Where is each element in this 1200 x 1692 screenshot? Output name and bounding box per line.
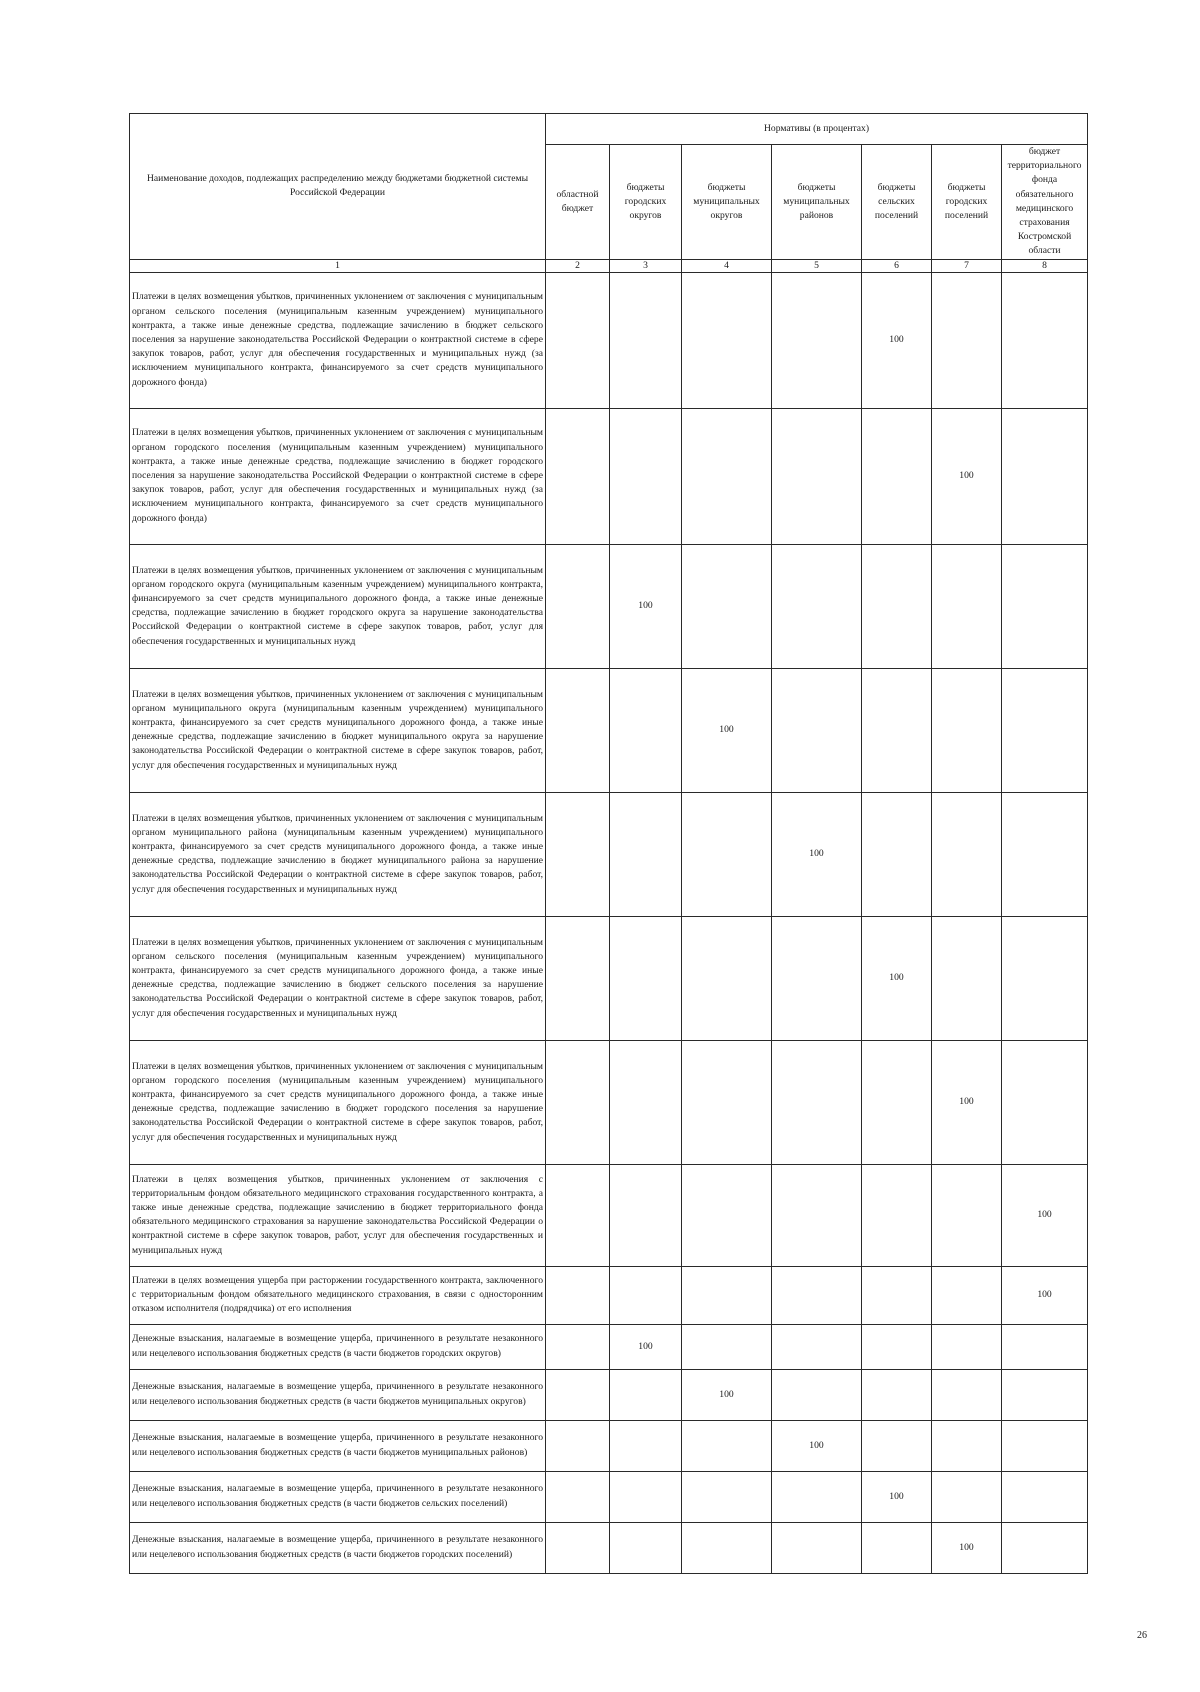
empty-cell bbox=[862, 1164, 932, 1266]
revenue-description: Платежи в целях возмещения ущерба при расторжении государственного контракта, заключенного с территориальным фондом обязательного медицинского страхования, в связи с односторонним отказом исполнителя (подрядчика) от его исполнения bbox=[130, 1266, 546, 1324]
empty-cell bbox=[932, 1324, 1002, 1369]
empty-cell bbox=[1002, 1369, 1088, 1420]
empty-cell bbox=[546, 1266, 610, 1324]
empty-cell bbox=[610, 1164, 682, 1266]
empty-cell bbox=[682, 272, 772, 408]
empty-cell bbox=[682, 1522, 772, 1573]
table-row bbox=[130, 1471, 1088, 1522]
empty-cell bbox=[932, 1420, 1002, 1471]
empty-cell bbox=[546, 916, 610, 1040]
table-row bbox=[130, 544, 1088, 668]
revenue-description: Денежные взыскания, налагаемые в возмещение ущерба, причиненного в результате незаконного или нецелевого использования бюджетных средств (в части бюджетов сельских поселений) bbox=[130, 1471, 546, 1522]
empty-cell bbox=[772, 1369, 862, 1420]
normative-value: 100 bbox=[862, 916, 932, 1040]
empty-cell bbox=[546, 668, 610, 792]
empty-cell bbox=[1002, 668, 1088, 792]
empty-cell bbox=[546, 1324, 610, 1369]
table-row bbox=[130, 272, 1088, 408]
empty-cell bbox=[932, 544, 1002, 668]
empty-cell bbox=[610, 916, 682, 1040]
empty-cell bbox=[546, 544, 610, 668]
empty-cell bbox=[546, 408, 610, 544]
empty-cell bbox=[610, 1369, 682, 1420]
header-normatives-title: Нормативы (в процентах) bbox=[546, 114, 1088, 145]
revenue-description: Платежи в целях возмещения убытков, причиненных уклонением от заключения с муниципальным органом городского поселения (муниципальным казенным учреждением) муниципального контракта, финансируемого за счет средств муниципального дорожного фонда, а также иные денежные средства, подлежащие зачислению в бюджет городского поселения за нарушение законодательства Российской Федерации о контрактной системе в сфере закупок товаров, работ, услуг для обеспечения государственных и муниципальных нужд bbox=[130, 1040, 546, 1164]
table-row bbox=[130, 1369, 1088, 1420]
normative-value: 100 bbox=[772, 792, 862, 916]
column-number: 1 bbox=[130, 259, 546, 272]
empty-cell bbox=[932, 1164, 1002, 1266]
revenue-description: Денежные взыскания, налагаемые в возмещение ущерба, причиненного в результате незаконного или нецелевого использования бюджетных средств (в части бюджетов муниципальных округов) bbox=[130, 1369, 546, 1420]
empty-cell bbox=[610, 1040, 682, 1164]
empty-cell bbox=[772, 1266, 862, 1324]
table-row bbox=[130, 792, 1088, 916]
empty-cell bbox=[932, 1266, 1002, 1324]
header-col-city-districts: бюджеты городских округов bbox=[610, 145, 682, 260]
empty-cell bbox=[932, 272, 1002, 408]
revenue-distribution-table bbox=[129, 113, 1088, 1574]
empty-cell bbox=[1002, 1040, 1088, 1164]
header-col-regional: областной бюджет bbox=[546, 145, 610, 260]
revenue-description: Платежи в целях возмещения убытков, причиненных уклонением от заключения с территориальным фондом обязательного медицинского страхования государственного контракта, а также иные денежные средства, подлежащие зачислению в бюджет территориального фонда обязательного медицинского страхования за нарушение законодательства Российской Федерации о контрактной системе в сфере закупок товаров, работ, услуг для обеспечения государственных и муниципальных нужд bbox=[130, 1164, 546, 1266]
empty-cell bbox=[682, 792, 772, 916]
empty-cell bbox=[1002, 544, 1088, 668]
empty-cell bbox=[1002, 792, 1088, 916]
header-col-urban-settlements: бюджеты городских поселений bbox=[932, 145, 1002, 260]
empty-cell bbox=[682, 544, 772, 668]
empty-cell bbox=[862, 792, 932, 916]
revenue-description: Денежные взыскания, налагаемые в возмещение ущерба, причиненного в результате незаконного или нецелевого использования бюджетных средств (в части бюджетов городских округов) bbox=[130, 1324, 546, 1369]
empty-cell bbox=[862, 408, 932, 544]
header-col-municipal-districts: бюджеты муниципальных округов bbox=[682, 145, 772, 260]
empty-cell bbox=[610, 668, 682, 792]
table-row bbox=[130, 1164, 1088, 1266]
empty-cell bbox=[932, 1471, 1002, 1522]
revenue-description: Платежи в целях возмещения убытков, причиненных уклонением от заключения с муниципальным органом сельского поселения (муниципальным казенным учреждением) муниципального контракта, финансируемого за счет средств муниципального дорожного фонда, а также иные денежные средства, подлежащие зачислению в бюджет сельского поселения за нарушение законодательства Российской Федерации о контрактной системе в сфере закупок товаров, работ, услуг для обеспечения государственных и муниципальных нужд bbox=[130, 916, 546, 1040]
empty-cell bbox=[772, 544, 862, 668]
normative-value: 100 bbox=[610, 1324, 682, 1369]
empty-cell bbox=[772, 272, 862, 408]
table-row bbox=[130, 1324, 1088, 1369]
normative-value: 100 bbox=[932, 1522, 1002, 1573]
empty-cell bbox=[546, 1522, 610, 1573]
revenue-description: Платежи в целях возмещения убытков, причиненных уклонением от заключения с муниципальным органом сельского поселения (муниципальным казенным учреждением) муниципального контракта, а также иные денежные средства, подлежащие зачислению в бюджет сельского поселения за нарушение законодательства Российской Федерации о контрактной системе в сфере закупок товаров, работ, услуг для обеспечения государственных и муниципальных нужд (за исключением муниципального контракта, финансируемого за счет средств муниципального дорожного фонда) bbox=[130, 272, 546, 408]
empty-cell bbox=[772, 408, 862, 544]
empty-cell bbox=[862, 1266, 932, 1324]
normative-value: 100 bbox=[1002, 1266, 1088, 1324]
empty-cell bbox=[1002, 1471, 1088, 1522]
empty-cell bbox=[862, 1324, 932, 1369]
table-row bbox=[130, 1420, 1088, 1471]
empty-cell bbox=[610, 1266, 682, 1324]
empty-cell bbox=[610, 1420, 682, 1471]
empty-cell bbox=[682, 1266, 772, 1324]
table-row bbox=[130, 668, 1088, 792]
empty-cell bbox=[546, 1471, 610, 1522]
empty-cell bbox=[610, 1522, 682, 1573]
empty-cell bbox=[932, 916, 1002, 1040]
empty-cell bbox=[610, 792, 682, 916]
revenue-description: Денежные взыскания, налагаемые в возмещение ущерба, причиненного в результате незаконного или нецелевого использования бюджетных средств (в части бюджетов городских поселений) bbox=[130, 1522, 546, 1573]
revenue-description: Платежи в целях возмещения убытков, причиненных уклонением от заключения с муниципальным органом городского поселения (муниципальным казенным учреждением) муниципального контракта, а также иные денежные средства, подлежащие зачислению в бюджет городского поселения за нарушение законодательства Российской Федерации о контрактной системе в сфере закупок товаров, работ, услуг для обеспечения государственных и муниципальных нужд (за исключением муниципального контракта, финансируемого за счет средств муниципального дорожного фонда) bbox=[130, 408, 546, 544]
normative-value: 100 bbox=[682, 668, 772, 792]
normative-value: 100 bbox=[772, 1420, 862, 1471]
column-number: 7 bbox=[932, 259, 1002, 272]
table-row bbox=[130, 1266, 1088, 1324]
empty-cell bbox=[682, 1040, 772, 1164]
empty-cell bbox=[772, 668, 862, 792]
empty-cell bbox=[1002, 1324, 1088, 1369]
normative-value: 100 bbox=[610, 544, 682, 668]
empty-cell bbox=[932, 1369, 1002, 1420]
empty-cell bbox=[546, 1164, 610, 1266]
normative-value: 100 bbox=[932, 1040, 1002, 1164]
empty-cell bbox=[772, 1471, 862, 1522]
empty-cell bbox=[1002, 1522, 1088, 1573]
column-number: 8 bbox=[1002, 259, 1088, 272]
empty-cell bbox=[682, 408, 772, 544]
normative-value: 100 bbox=[682, 1369, 772, 1420]
table-body bbox=[130, 272, 1088, 1573]
empty-cell bbox=[862, 668, 932, 792]
empty-cell bbox=[862, 1369, 932, 1420]
empty-cell bbox=[862, 1522, 932, 1573]
empty-cell bbox=[546, 792, 610, 916]
empty-cell bbox=[682, 1164, 772, 1266]
column-number: 5 bbox=[772, 259, 862, 272]
header-name-column: Наименование доходов, подлежащих распределению между бюджетами бюджетной системы Российской Федерации bbox=[130, 114, 546, 260]
column-number: 3 bbox=[610, 259, 682, 272]
column-number: 6 bbox=[862, 259, 932, 272]
revenue-description: Платежи в целях возмещения убытков, причиненных уклонением от заключения с муниципальным органом городского округа (муниципальным казенным учреждением) муниципального контракта, финансируемого за счет средств муниципального дорожного фонда, а также иные денежные средства, подлежащие зачислению в бюджет городского округа за нарушение законодательства Российской Федерации о контрактной системе в сфере закупок товаров, работ, услуг для обеспечения государственных и муниципальных нужд bbox=[130, 544, 546, 668]
empty-cell bbox=[546, 1420, 610, 1471]
empty-cell bbox=[932, 668, 1002, 792]
revenue-description: Платежи в целях возмещения убытков, причиненных уклонением от заключения с муниципальным органом муниципального района (муниципальным казенным учреждением) муниципального контракта, финансируемого за счет средств муниципального дорожного фонда, а также иные денежные средства, подлежащие зачислению в бюджет муниципального района за нарушение законодательства Российской Федерации о контрактной системе в сфере закупок товаров, работ, услуг для обеспечения государственных и муниципальных нужд bbox=[130, 792, 546, 916]
table-row bbox=[130, 916, 1088, 1040]
page-number: 26 bbox=[1137, 1630, 1147, 1641]
header-col-rural-settlements: бюджеты сельских поселений bbox=[862, 145, 932, 260]
empty-cell bbox=[546, 1369, 610, 1420]
empty-cell bbox=[682, 1420, 772, 1471]
empty-cell bbox=[1002, 408, 1088, 544]
normative-value: 100 bbox=[862, 272, 932, 408]
normative-value: 100 bbox=[932, 408, 1002, 544]
empty-cell bbox=[772, 916, 862, 1040]
empty-cell bbox=[862, 1420, 932, 1471]
revenue-description: Денежные взыскания, налагаемые в возмещение ущерба, причиненного в результате незаконного или нецелевого использования бюджетных средств (в части бюджетов муниципальных районов) bbox=[130, 1420, 546, 1471]
table-row bbox=[130, 1040, 1088, 1164]
header-col-municipal-regions: бюджеты муниципальных районов bbox=[772, 145, 862, 260]
column-numbers-row bbox=[130, 259, 1088, 272]
empty-cell bbox=[862, 1040, 932, 1164]
empty-cell bbox=[610, 272, 682, 408]
empty-cell bbox=[610, 408, 682, 544]
table-row bbox=[130, 1522, 1088, 1573]
empty-cell bbox=[546, 272, 610, 408]
revenue-description: Платежи в целях возмещения убытков, причиненных уклонением от заключения с муниципальным органом муниципального округа (муниципальным казенным учреждением) муниципального контракта, финансируемого за счет средств муниципального дорожного фонда, а также иные денежные средства, подлежащие зачислению в бюджет муниципального округа за нарушение законодательства Российской Федерации о контрактной системе в сфере закупок товаров, работ, услуг для обеспечения государственных и муниципальных нужд bbox=[130, 668, 546, 792]
empty-cell bbox=[682, 1471, 772, 1522]
empty-cell bbox=[772, 1040, 862, 1164]
header-col-insurance-fund: бюджет территориального фонда обязательного медицинского страхования Костромской области bbox=[1002, 145, 1088, 260]
empty-cell bbox=[862, 544, 932, 668]
normative-value: 100 bbox=[862, 1471, 932, 1522]
empty-cell bbox=[682, 1324, 772, 1369]
empty-cell bbox=[772, 1324, 862, 1369]
table-row bbox=[130, 408, 1088, 544]
empty-cell bbox=[1002, 1420, 1088, 1471]
empty-cell bbox=[546, 1040, 610, 1164]
normative-value: 100 bbox=[1002, 1164, 1088, 1266]
column-number: 2 bbox=[546, 259, 610, 272]
column-number: 4 bbox=[682, 259, 772, 272]
empty-cell bbox=[610, 1471, 682, 1522]
empty-cell bbox=[1002, 916, 1088, 1040]
empty-cell bbox=[932, 792, 1002, 916]
empty-cell bbox=[772, 1164, 862, 1266]
empty-cell bbox=[1002, 272, 1088, 408]
empty-cell bbox=[682, 916, 772, 1040]
empty-cell bbox=[772, 1522, 862, 1573]
